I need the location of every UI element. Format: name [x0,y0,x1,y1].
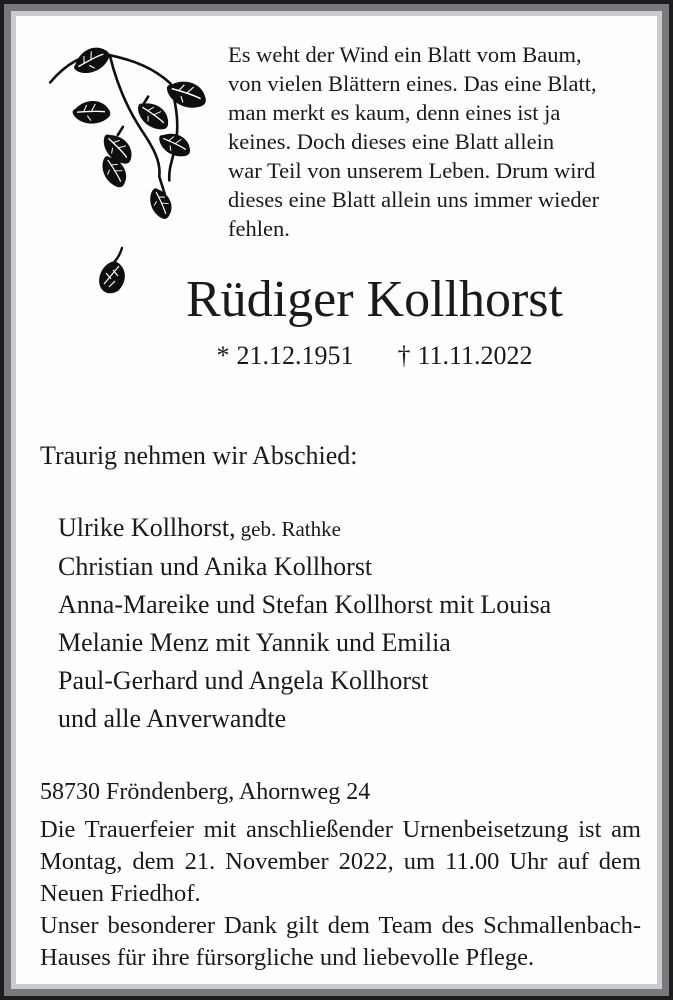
funeral-info-paragraph: Die Trauerfeier mit anschließender Urnenbeisetzung ist am Montag, dem 21. November 2022, um 11.00 Uhr auf dem Neuen Friedhof. [40,816,641,907]
poem-line: man merkt es kaum, denn eines ist ja [228,100,561,125]
notice-frame-mid [4,4,669,996]
address-line: 58730 Fröndenberg, Ahornweg 24 [40,779,371,805]
poem-line: von vielen Blättern eines. Das eine Blatt, [228,71,597,96]
poem-line: keines. Doch dieses eine Blatt allein [228,129,555,154]
poem-line: Es weht der Wind ein Blatt vom Baum, [228,42,582,67]
thanks-paragraph: Unser besonderer Dank gilt dem Team des Schmallenbach-Hauses für ihre fürsorgliche und liebevolle Pflege. [40,912,641,971]
deceased-name: Rüdiger Kollhorst [186,271,563,328]
life-dates [92,340,657,372]
poem-line: fehlen. [228,216,290,241]
notice-frame-inner [11,11,662,989]
mourner-row: Anna-Mareike und Stefan Kollhorst mit Louisa [58,590,552,619]
mourner-row: Melanie Menz mit Yannik und Emilia [58,628,451,657]
death-date: 11.11.2022 [417,341,533,370]
mourner-row: und alle Anverwandte [58,704,287,733]
mourner-name: Ulrike Kollhorst, [58,513,236,542]
farewell-line: Traurig nehmen wir Abschied: [40,441,358,470]
mourners-list [58,509,657,738]
poem-line: dieses eine Blatt allein uns immer wieder [228,187,600,212]
mourner-row: Paul-Gerhard und Angela Kollhorst [58,666,429,695]
birth-star-icon: * [216,341,230,370]
birth-date: 21.12.1951 [236,341,354,370]
memorial-poem [228,40,643,243]
mourner-row [58,509,657,548]
mourner-name-suffix: geb. Rathke [240,517,341,541]
single-leaf-icon [90,246,136,302]
poem-line: war Teil von unserem Leben. Drum wird [228,158,596,183]
mourner-row: Christian und Anika Kollhorst [58,552,373,581]
leafy-branch-icon [44,36,222,238]
obituary-notice [16,16,657,984]
death-cross-icon: † [397,341,411,370]
